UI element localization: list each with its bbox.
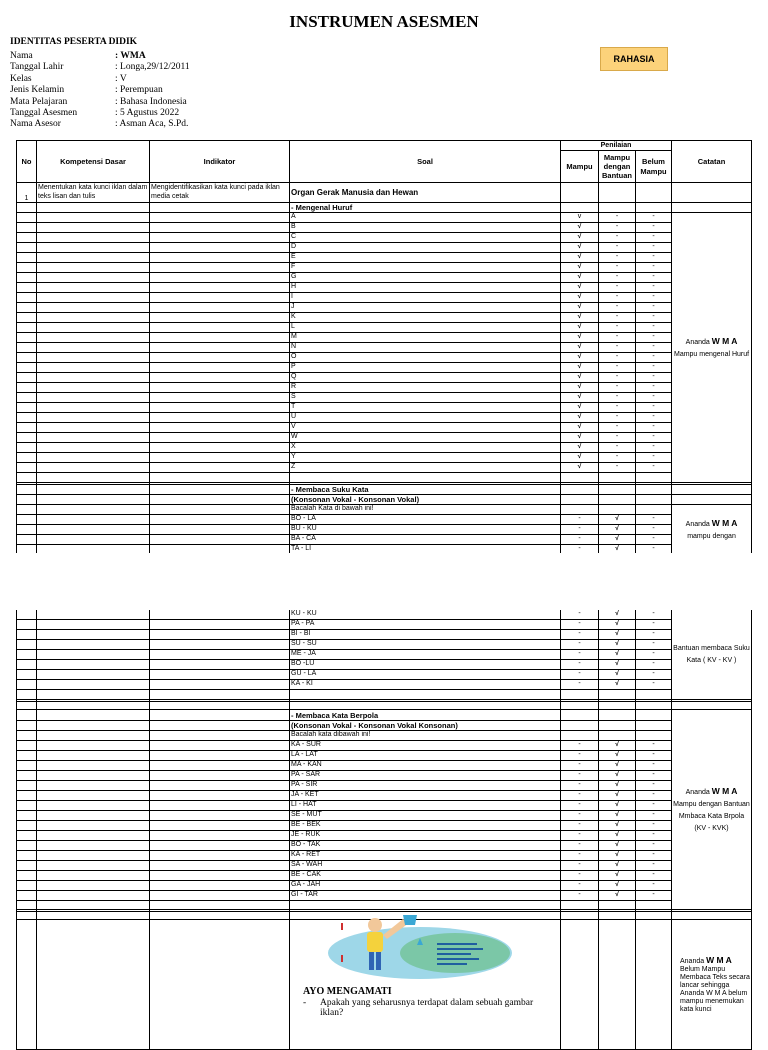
score-mark: √ <box>561 273 599 283</box>
page-break <box>0 553 768 610</box>
catatan-note: Ananda W M A Mampu mengenal Huruf <box>672 213 752 483</box>
score-mark: √ <box>599 791 636 801</box>
score-mark: √ <box>599 660 636 670</box>
score-mark: √ <box>599 535 636 545</box>
score-mark: √ <box>599 630 636 640</box>
score-mark: - <box>599 433 636 443</box>
soal-item: T <box>290 403 561 413</box>
soal-item: BI - BI <box>290 630 561 640</box>
soal-item: W <box>290 433 561 443</box>
assessment-table-top <box>16 140 752 555</box>
score-mark: √ <box>599 801 636 811</box>
score-mark: - <box>599 293 636 303</box>
document-title: INSTRUMEN ASESMEN <box>289 12 479 31</box>
soal-item: R <box>290 383 561 393</box>
soal-item: L <box>290 323 561 333</box>
score-mark: √ <box>561 333 599 343</box>
score-mark: - <box>636 781 672 791</box>
score-mark: - <box>636 771 672 781</box>
score-mark: - <box>636 283 672 293</box>
header-kompetensi-dasar: Kompetensi Dasar <box>37 141 150 183</box>
score-mark: - <box>636 811 672 821</box>
score-mark: - <box>636 861 672 871</box>
score-mark: - <box>561 811 599 821</box>
soal-item: Y <box>290 453 561 463</box>
catatan-note: Ananda W M A mampu dengan <box>672 505 752 555</box>
score-mark: - <box>636 323 672 333</box>
soal-item: KU - KU <box>290 610 561 620</box>
score-mark: √ <box>561 303 599 313</box>
score-mark: - <box>599 213 636 223</box>
score-mark: - <box>561 610 599 620</box>
score-mark: - <box>561 831 599 841</box>
score-mark: - <box>561 751 599 761</box>
score-mark: √ <box>599 751 636 761</box>
score-mark: - <box>636 253 672 263</box>
score-mark: - <box>599 283 636 293</box>
score-mark: √ <box>561 313 599 323</box>
score-mark: - <box>561 801 599 811</box>
score-mark: - <box>636 423 672 433</box>
indikator-cell: Mengidentifikasikan kata kunci pada iklan media cetak <box>150 183 290 203</box>
section-membaca-suku-kata: - Membaca Suku Kata <box>290 485 561 495</box>
score-mark: - <box>561 535 599 545</box>
soal-item: TA - LI <box>290 545 561 555</box>
assessment-table-bottom <box>16 609 752 1050</box>
score-mark: - <box>636 213 672 223</box>
identity-row: Mata Pelajaran : Bahasa Indonesia <box>10 96 187 107</box>
header-no: No <box>17 141 37 183</box>
identity-row: Tanggal Lahir : Longa,29/12/2011 <box>10 62 190 73</box>
soal-item: D <box>290 243 561 253</box>
score-mark: - <box>561 620 599 630</box>
header-indikator: Indikator <box>150 141 290 183</box>
score-mark: - <box>636 851 672 861</box>
soal-item: MA - KAN <box>290 761 561 771</box>
soal-item: GU - LA <box>290 670 561 680</box>
soal-item: JE - RUK <box>290 831 561 841</box>
score-mark: √ <box>599 650 636 660</box>
score-mark: - <box>599 403 636 413</box>
score-mark: - <box>561 861 599 871</box>
score-mark: √ <box>599 515 636 525</box>
score-mark: - <box>636 650 672 660</box>
soal-item: J <box>290 303 561 313</box>
score-mark: √ <box>599 610 636 620</box>
soal-item: M <box>290 333 561 343</box>
soal-item: SA - WAH <box>290 861 561 871</box>
score-mark: - <box>636 761 672 771</box>
header-soal: Soal <box>290 141 561 183</box>
score-mark: √ <box>561 423 599 433</box>
score-mark: √ <box>561 343 599 353</box>
score-mark: - <box>599 463 636 473</box>
soal-item: KA - KI <box>290 680 561 690</box>
soal-item: X <box>290 443 561 453</box>
score-mark: - <box>561 821 599 831</box>
score-mark: - <box>636 620 672 630</box>
soal-item: PA - SIR <box>290 781 561 791</box>
score-mark: - <box>561 515 599 525</box>
score-mark: - <box>636 333 672 343</box>
score-mark: - <box>636 680 672 690</box>
score-mark: - <box>561 871 599 881</box>
score-mark: - <box>636 630 672 640</box>
score-mark: - <box>636 313 672 323</box>
score-mark: - <box>636 791 672 801</box>
identity-row: Nama : WMA <box>10 51 146 61</box>
score-mark: √ <box>599 821 636 831</box>
header-penilaian: Penilaian <box>561 141 672 151</box>
score-mark: √ <box>599 771 636 781</box>
question-list <box>303 998 553 1018</box>
score-mark: - <box>561 741 599 751</box>
score-mark: √ <box>599 871 636 881</box>
score-mark: √ <box>599 841 636 851</box>
score-mark: √ <box>599 525 636 535</box>
score-mark: - <box>561 771 599 781</box>
score-mark: - <box>599 313 636 323</box>
soal-item: SU - SU <box>290 640 561 650</box>
score-mark: - <box>636 273 672 283</box>
score-mark: - <box>636 453 672 463</box>
soal-item: I <box>290 293 561 303</box>
score-mark: √ <box>561 363 599 373</box>
header-catatan: Catatan <box>672 141 752 183</box>
score-mark: - <box>599 413 636 423</box>
score-mark: - <box>636 751 672 761</box>
score-mark: - <box>561 525 599 535</box>
score-mark: - <box>636 443 672 453</box>
score-mark: √ <box>599 670 636 680</box>
soal-item: B <box>290 223 561 233</box>
score-mark: - <box>599 353 636 363</box>
score-mark: - <box>561 640 599 650</box>
score-mark: √ <box>599 861 636 871</box>
score-mark: √ <box>561 353 599 363</box>
score-mark: √ <box>561 373 599 383</box>
identity-list <box>10 51 190 131</box>
score-mark: - <box>599 453 636 463</box>
score-mark: √ <box>599 781 636 791</box>
score-mark: - <box>561 650 599 660</box>
score-mark: - <box>561 670 599 680</box>
soal-item: BA - CA <box>290 535 561 545</box>
ayo-mengamati-heading: AYO MENGAMATI <box>303 986 392 997</box>
soal-item: BE - BEK <box>290 821 561 831</box>
score-mark: - <box>561 781 599 791</box>
score-mark: √ <box>599 761 636 771</box>
score-mark: √ <box>599 891 636 901</box>
section-subtitle: (Konsonan Vokal - Konsonan Vokal) <box>290 495 561 505</box>
score-mark: - <box>636 243 672 253</box>
score-mark: - <box>636 525 672 535</box>
score-mark: √ <box>599 811 636 821</box>
score-mark: - <box>636 343 672 353</box>
score-mark: - <box>636 610 672 620</box>
score-mark: √ <box>561 463 599 473</box>
soal-item: ME - JA <box>290 650 561 660</box>
score-mark: - <box>599 443 636 453</box>
score-mark: - <box>599 323 636 333</box>
soal-item: BU - KU <box>290 525 561 535</box>
score-mark: - <box>636 891 672 901</box>
score-mark: √ <box>599 851 636 861</box>
soal-item: V <box>290 423 561 433</box>
question-item: - Apakah yang seharusnya terdapat dalam sebuah gambar iklan? <box>303 998 534 1018</box>
score-mark: - <box>599 303 636 313</box>
score-mark: - <box>561 761 599 771</box>
soal-item: KA - RET <box>290 851 561 861</box>
child-shirt <box>367 932 383 952</box>
score-mark: √ <box>599 881 636 891</box>
score-mark: - <box>636 433 672 443</box>
score-mark: - <box>561 841 599 851</box>
score-mark: - <box>561 791 599 801</box>
score-mark: √ <box>561 443 599 453</box>
water-bucket-icon <box>403 915 417 925</box>
soal-item: U <box>290 413 561 423</box>
section-membaca-kata-berpola: - Membaca Kata Berpola <box>290 710 561 721</box>
identity-heading: IDENTITAS PESERTA DIDIK <box>10 37 138 47</box>
identity-row: Nama Asesor : Asman Aca, S.Pd. <box>10 119 189 130</box>
score-mark: - <box>636 801 672 811</box>
score-mark: v <box>561 213 599 223</box>
score-mark: √ <box>561 403 599 413</box>
soal-item: N <box>290 343 561 353</box>
score-mark: - <box>636 413 672 423</box>
iklan-poster-image <box>325 913 515 981</box>
score-mark: √ <box>561 263 599 273</box>
score-mark: √ <box>561 453 599 463</box>
soal-item: A <box>290 213 561 223</box>
score-mark: - <box>561 881 599 891</box>
catatan-note: Ananda W M A Mampu dengan Bantuan Mmbaca Kata Brpola (KV - KVK) <box>672 710 752 910</box>
score-mark: - <box>636 293 672 303</box>
score-mark: - <box>599 373 636 383</box>
soal-item: LI - HAT <box>290 801 561 811</box>
score-mark: - <box>636 223 672 233</box>
instruction-text: Bacalah Kata di bawah ini! <box>290 505 561 515</box>
identity-row: Jenis Kelamin : Perempuan <box>10 85 163 96</box>
score-mark: - <box>636 841 672 851</box>
soal-item: Q <box>290 373 561 383</box>
score-mark: √ <box>599 620 636 630</box>
soal-item: F <box>290 263 561 273</box>
soal-item: K <box>290 313 561 323</box>
score-mark: - <box>636 545 672 555</box>
score-mark: √ <box>599 680 636 690</box>
soal-item: E <box>290 253 561 263</box>
score-mark: - <box>599 393 636 403</box>
score-mark: - <box>636 515 672 525</box>
score-mark: - <box>636 535 672 545</box>
score-mark: - <box>636 741 672 751</box>
score-mark: - <box>599 423 636 433</box>
soal-item: LA - LAT <box>290 751 561 761</box>
score-mark: - <box>636 660 672 670</box>
score-mark: √ <box>599 545 636 555</box>
soal-topic: Organ Gerak Manusia dan Hewan <box>290 183 561 203</box>
score-mark: - <box>599 333 636 343</box>
catatan-note: Ananda W M A Belum Mampu Membaca Teks secara lancar sehingga Ananda W M A belum mampu menemukan kata kunci <box>672 920 752 1050</box>
identity-row: Kelas : V <box>10 73 127 84</box>
soal-item: Z <box>290 463 561 473</box>
score-mark: - <box>636 303 672 313</box>
soal-item: GA - JAH <box>290 881 561 891</box>
score-mark: - <box>599 223 636 233</box>
score-mark: - <box>561 630 599 640</box>
score-mark: - <box>599 383 636 393</box>
score-mark: - <box>636 383 672 393</box>
score-mark: - <box>636 403 672 413</box>
soal-item: G <box>290 273 561 283</box>
soal-item: BO - TAK <box>290 841 561 851</box>
header-belum-mampu: Belum Mampu <box>636 151 672 183</box>
soal-item: GI - TAR <box>290 891 561 901</box>
score-mark: - <box>599 273 636 283</box>
score-mark: √ <box>561 433 599 443</box>
catatan-note: Bantuan membaca Suku Kata ( KV - KV ) <box>672 610 752 700</box>
identity-row: Tanggal Asesmen : 5 Agustus 2022 <box>10 107 180 118</box>
row-number: 1 <box>17 183 37 203</box>
soal-item: PA - SAR <box>290 771 561 781</box>
soal-item: BO -LU <box>290 660 561 670</box>
score-mark: √ <box>561 413 599 423</box>
header-mampu-dengan-bantuan: Mampu dengan Bantuan <box>599 151 636 183</box>
score-mark: - <box>636 353 672 363</box>
score-mark: - <box>636 871 672 881</box>
score-mark: - <box>561 660 599 670</box>
score-mark: - <box>561 891 599 901</box>
score-mark: √ <box>561 243 599 253</box>
score-mark: √ <box>561 293 599 303</box>
score-mark: - <box>636 831 672 841</box>
section-subtitle: (Konsonan Vokal - Konsonan Vokal Konsonan) <box>290 721 561 731</box>
score-mark: - <box>636 263 672 273</box>
score-mark: - <box>636 393 672 403</box>
soal-item: BE - CAK <box>290 871 561 881</box>
score-mark: - <box>599 363 636 373</box>
score-mark: √ <box>599 831 636 841</box>
score-mark: - <box>636 640 672 650</box>
score-mark: √ <box>561 233 599 243</box>
score-mark: √ <box>561 323 599 333</box>
score-mark: - <box>636 233 672 243</box>
score-mark: √ <box>561 383 599 393</box>
soal-item: S <box>290 393 561 403</box>
soal-item: KA - SUR <box>290 741 561 751</box>
soal-item: BO - LA <box>290 515 561 525</box>
soal-item: JA - KET <box>290 791 561 801</box>
child-figure-icon <box>368 918 382 932</box>
instruction-text: Bacalah kata dibawah ini! <box>290 731 561 741</box>
score-mark: - <box>599 343 636 353</box>
score-mark: - <box>599 243 636 253</box>
score-mark: √ <box>561 283 599 293</box>
soal-item: O <box>290 353 561 363</box>
score-mark: √ <box>561 393 599 403</box>
soal-item: SE - MUT <box>290 811 561 821</box>
score-mark: - <box>599 233 636 243</box>
score-mark: - <box>599 253 636 263</box>
score-mark: - <box>636 373 672 383</box>
score-mark: √ <box>599 741 636 751</box>
soal-item: PA - PA <box>290 620 561 630</box>
section-mengenal-huruf: - Mengenal Huruf <box>290 203 561 213</box>
score-mark: - <box>561 545 599 555</box>
soal-item: C <box>290 233 561 243</box>
score-mark: √ <box>599 640 636 650</box>
soal-item: H <box>290 283 561 293</box>
kompetensi-dasar-cell: Menentukan kata kunci iklan dalam teks lisan dan tulis <box>37 183 150 203</box>
rahasia-badge: RAHASIA <box>600 47 668 71</box>
score-mark: - <box>636 363 672 373</box>
score-mark: - <box>636 670 672 680</box>
score-mark: √ <box>561 253 599 263</box>
score-mark: - <box>636 881 672 891</box>
soal-item: P <box>290 363 561 373</box>
header-mampu: Mampu <box>561 151 599 183</box>
score-mark: - <box>636 821 672 831</box>
score-mark: √ <box>561 223 599 233</box>
score-mark: - <box>599 263 636 273</box>
score-mark: - <box>561 680 599 690</box>
score-mark: - <box>561 851 599 861</box>
score-mark: - <box>636 463 672 473</box>
